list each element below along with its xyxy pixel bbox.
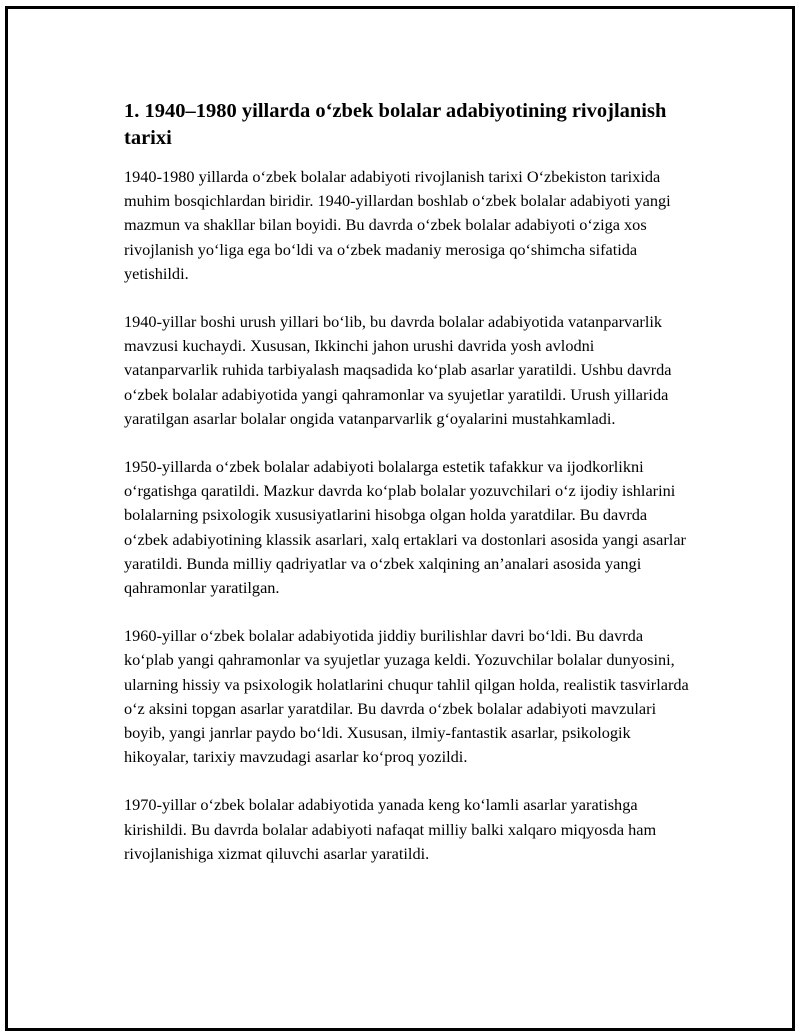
- page-border: [5, 6, 795, 1031]
- paragraph-1940-1980-overview: 1940-1980 yillarda o‘zbek bolalar adabiyoti rivojlanish tarixi O‘zbekiston tarixida muhim bosqichlardan biridir. 1940-yillardan boshlab o‘zbek bolalar adabiyoti yangi mazmun va shakllar bilan boyidi. Bu davrda o‘zbek bolalar adabiyoti o‘ziga xos rivojlanish yo‘liga ega bo‘ldi va o‘zbek madaniy merosiga qo‘shimcha sifatida yetishildi.: [124, 167, 671, 283]
- paragraph-1940s: 1940-yillar boshi urush yillari bo‘lib, bu davrda bolalar adabiyotida vatanparvarlik mavzusi kuchaydi. Xususan, Ikkinchi jahon urushi davrida yosh avlodni vatanparvarlik ruhida tarbiyalash maqsadida ko‘plab asarlar yaratildi. Ushbu davrda o‘zbek bolalar adabiyotida yangi qahramonlar va syujetlar yaratildi. Urush yillarida yaratilgan asarlar bolalar ongida vatanparvarlik g‘oyalarini mustahkamladi.: [124, 312, 672, 428]
- document-body: [122, 98, 692, 890]
- section-heading: 1. 1940–1980 yillarda o‘zbek bolalar adabiyotining rivojlanish tarixi: [124, 100, 667, 149]
- paragraph-1970s: 1970-yillar o‘zbek bolalar adabiyotida yanada keng ko‘lamli asarlar yaratishga kirishildi. Bu davrda bolalar adabiyoti nafaqat milliy balki xalqaro miqyosda ham rivojlanishiga xizmat qiluvchi asarlar yaratildi.: [124, 795, 657, 863]
- paragraph-1950s: 1950-yillarda o‘zbek bolalar adabiyoti bolalarga estetik tafakkur va ijodkorlikni o‘rgatishga qaratildi. Mazkur davrda ko‘plab bolalar yozuvchilari o‘z ijodiy ishlarini bolalarning psixologik xususiyatlarini hisobga olgan holda yaratdilar. Bu davrda o‘zbek adabiyotining klassik asarlari, xalq ertaklari va dostonlari asosida yangi asarlar yaratildi. Bunda milliy qadriyatlar va o‘zbek xalqining an’analari asosida yangi qahramonlar yaratilgan.: [124, 457, 686, 598]
- paragraph-1960s: 1960-yillar o‘zbek bolalar adabiyotida jiddiy burilishlar davri bo‘ldi. Bu davrda ko‘plab yangi qahramonlar va syujetlar yuzaga keldi. Yozuvchilar bolalar dunyosini, ularning hissiy va psixologik holatlarini chuqur tahlil qilgan holda, realistik tasvirlarda o‘z aksini topgan asarlar yaratdilar. Bu davrda o‘zbek bolalar adabiyoti mavzulari boyib, yangi janrlar paydo bo‘ldi. Xususan, ilmiy-fantastik asarlar, psikologik hikoyalar, tarixiy mavzudagi asarlar ko‘proq yozildi.: [124, 626, 689, 767]
